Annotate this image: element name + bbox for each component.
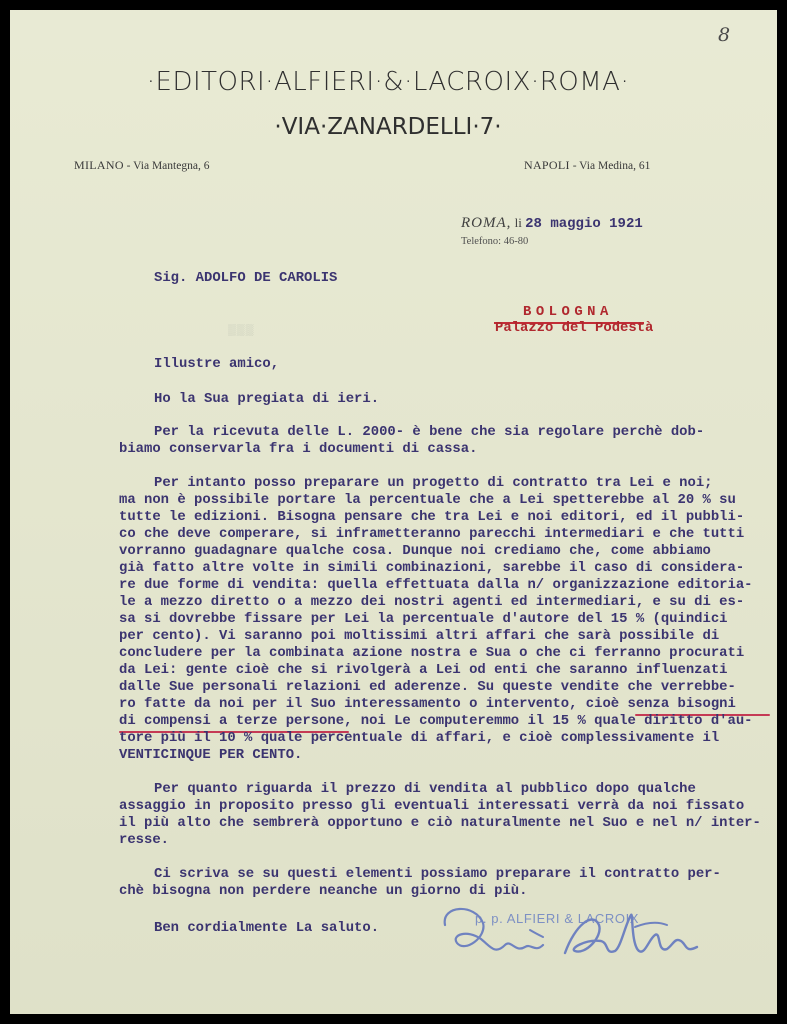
closing: Ben cordialmente La saluto. xyxy=(154,920,380,936)
paragraph-3-line: tore più il 10 % quale percentuale di affari, e cioè complessivamente il xyxy=(119,730,720,746)
letter-page xyxy=(10,10,777,1014)
date-place: ROMA, xyxy=(461,215,512,231)
paragraph-3-line: co che deve comperare, si inframetteranno parecchi intermediari e che tutti xyxy=(119,526,745,542)
paragraph-3-line: vorranno guadagnare qualche cosa. Dunque noi crediamo che, come abbiamo xyxy=(119,543,711,559)
paragraph-5-line: chè bisogna non perdere neanche un giorno di più. xyxy=(119,883,528,899)
date-value: 28 maggio 1921 xyxy=(525,216,643,232)
recipient-place: Palazzo del Podestà xyxy=(495,320,654,336)
faded-stamp-mark: ▒▒▒ xyxy=(228,324,255,336)
recipient-city: BOLOGNA xyxy=(523,304,613,320)
paragraph-3-line: concludere per la combinata azione nostra e Sua o che ci ferranno procurati xyxy=(119,645,745,661)
paragraph-3-line: tutte le edizioni. Bisogna pensare che tra Lei e noi editori, ed il pubbli- xyxy=(119,509,745,525)
paragraph-4-line: assaggio in proposito presso gli eventuali interessati verrà da noi fissato xyxy=(119,798,745,814)
paragraph-3-line: di compensi a terze persone, noi Le computeremmo il 15 % quale diritto d'au- xyxy=(119,713,753,729)
branch-street: - Via Medina, 61 xyxy=(572,160,651,172)
recipient-name: Sig. ADOLFO DE CAROLIS xyxy=(154,270,338,286)
paragraph-3-line: per cento). Vi saranno poi moltissimi altri affari che sarà possibile di xyxy=(119,628,720,644)
salutation: Illustre amico, xyxy=(154,356,280,372)
paragraph-5-line: Ci scriva se su questi elementi possiamo preparare il contratto per- xyxy=(154,866,721,882)
paragraph-4-line: resse. xyxy=(119,832,170,848)
paragraph-3-line: da Lei: gente cioè che si rivolgerà a Lei od enti che saranno influenzati xyxy=(119,662,728,678)
paragraph-3-line: dalle Sue personali relazioni ed aderenze. Su queste vendite che verrebbe- xyxy=(119,679,736,695)
paragraph-3-line: re due forme di vendita: quella effettuata dalla n/ organizzazione editoria- xyxy=(119,577,753,593)
paragraph-3-line: già fatto altre volte in simili combinazioni, sarebbe il caso di considera- xyxy=(119,560,745,576)
branch-napoli xyxy=(524,158,650,173)
branch-milano xyxy=(74,158,209,173)
company-stamp: p. p. ALFIERI & LACROIX xyxy=(475,911,640,926)
paragraph-2-line: Per la ricevuta delle L. 2000- è bene che sia regolare perchè dob- xyxy=(154,424,705,440)
paragraph-3-line: ro fatte da noi per il Suo interessamento o intervento, cioè senza bisogni xyxy=(119,696,736,712)
branch-city: MILANO xyxy=(74,158,124,172)
paragraph-3-line: le a mezzo diretto o a mezzo dei nostri agenti ed intermediari, e su di es- xyxy=(119,594,745,610)
handwritten-signature xyxy=(435,895,705,985)
paragraph-1: Ho la Sua pregiata di ieri. xyxy=(154,391,380,407)
paragraph-4-line: il più alto che sembrerà opportuno e ciò naturalmente nel Suo e nel n/ inter- xyxy=(119,815,761,831)
paragraph-3-line: VENTICINQUE PER CENTO. xyxy=(119,747,303,763)
paragraph-2-line: biamo conservarla fra i documenti di cassa. xyxy=(119,441,478,457)
page-number: 8 xyxy=(718,24,731,46)
paragraph-3-line: Per intanto posso preparare un progetto di contratto tra Lei e noi; xyxy=(154,475,713,491)
paragraph-3-line: sa si dovrebbe fissare per Lei la percentuale d'autore del 15 % (quindici xyxy=(119,611,728,627)
branch-city: NAPOLI xyxy=(524,158,570,172)
letterhead-address: ·VIA·ZANARDELLI·7· xyxy=(274,114,502,140)
date-line xyxy=(461,215,643,232)
phone-line: Telefono: 46-80 xyxy=(461,236,529,247)
paragraph-3-line: ma non è possibile portare la percentuale che a Lei spetterebbe al 20 % su xyxy=(119,492,736,508)
paragraph-4-line: Per quanto riguarda il prezzo di vendita al pubblico dopo qualche xyxy=(154,781,696,797)
letterhead-title: ·EDITORI·ALFIERI·&·LACROIX·ROMA· xyxy=(146,67,630,97)
branch-street: - Via Mantegna, 6 xyxy=(126,160,210,172)
date-li: li xyxy=(514,215,522,230)
